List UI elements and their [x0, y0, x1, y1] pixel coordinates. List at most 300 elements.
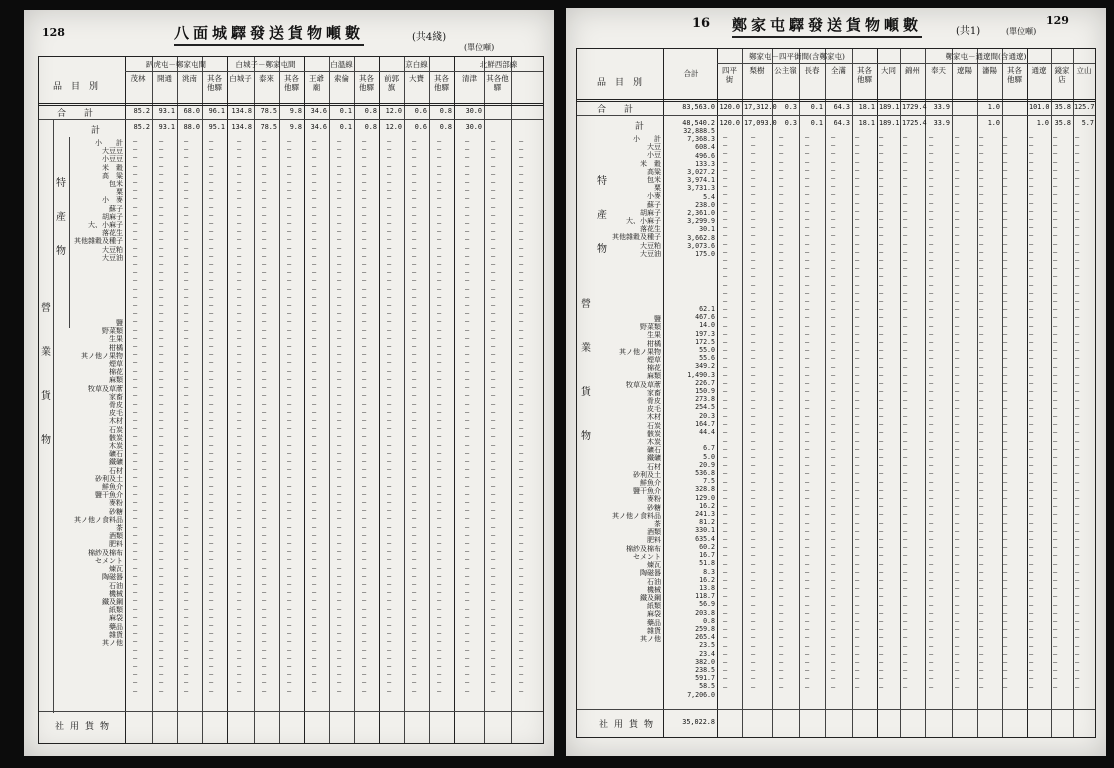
column-header: 其各他驛 — [857, 66, 872, 84]
row-label: 棉紗及棉布 — [626, 544, 661, 553]
row-label: 鮮魚介 — [102, 483, 123, 492]
row-label: 石材 — [647, 462, 661, 471]
row-label: 石材 — [109, 466, 123, 475]
row-label: 木炭 — [109, 442, 123, 451]
column-header: 公主嶺 — [774, 66, 797, 75]
group-header: 趴虎屯－鄭家屯間 — [146, 60, 206, 69]
subtotal-cell: 0.8 — [364, 123, 377, 131]
column-header: 其各他驛 — [1007, 66, 1022, 84]
row-label: 落花生 — [102, 229, 123, 238]
unit-label: (單位噸) — [464, 43, 495, 52]
row-label: 石炭 — [647, 421, 661, 430]
row-label: 鹽 — [654, 315, 661, 323]
subtotal-label: 計 — [635, 122, 645, 132]
row-label: 石油 — [647, 577, 661, 586]
subtotal-cell: 18.1 — [858, 119, 875, 127]
table-cell: 129.0 — [695, 493, 715, 502]
group-header: 京白線 — [405, 60, 428, 69]
total-cell: 120.0 — [719, 103, 740, 111]
table-cell: 23.4 — [699, 649, 715, 658]
total-column-header: 合計 — [683, 69, 699, 78]
category-special: 特產物 — [597, 176, 607, 255]
table-cell: 30.1 — [699, 225, 715, 234]
row-label: 麥粉 — [647, 495, 661, 504]
row-label: 小 麥 — [102, 196, 123, 205]
row-label: 包米 — [647, 176, 661, 185]
table-cell: 20.3 — [699, 411, 715, 420]
dash-column: — — — — — — — — — — — — — — — — — — — — — — — — — — — — — — — — — — — — — — — — — — — — — — — — — — — — — — — — — — — — — — — — — — — — — [337, 137, 342, 695]
dash-column: — — — — — — — — — — — — — — — — — — — — — — — — — — — — — — — — — — — — — — — — — — — — — — — — — — — — — — — — — — — — — — — — — — — — — [519, 137, 524, 695]
table-cell: 62.1 — [699, 305, 715, 313]
total-cell: 34.6 — [310, 107, 327, 115]
subtotal-cell: 88.0 — [183, 123, 200, 131]
column-header: 索倫 — [334, 74, 349, 83]
column-header: 其各他驛 — [284, 74, 299, 92]
subtotal-cell: 78.5 — [260, 123, 277, 131]
group-header: 鄭家屯－通遼間(含通遼) — [945, 52, 1027, 61]
column-header: 白城子 — [229, 74, 252, 83]
table-cell: 254.5 — [695, 403, 715, 412]
row-label: 鹽 — [116, 319, 123, 327]
subtotal-cell: 9.8 — [289, 123, 302, 131]
subtotal-cell: 134.8 — [231, 123, 252, 131]
table-cell: 55.0 — [699, 346, 715, 355]
page-mark: 16 — [692, 16, 711, 31]
row-label: 大豆油 — [102, 253, 123, 262]
total-cell: 0.3 — [784, 103, 797, 111]
row-label: セメント — [633, 552, 661, 561]
total-cell: 0.6 — [414, 107, 427, 115]
table-cell: 273.8 — [695, 395, 715, 404]
row-label: 骸炭 — [109, 433, 123, 442]
total-cell: 35.8 — [1054, 103, 1071, 111]
row-label: 家畜 — [109, 392, 123, 401]
row-label: 麻袋 — [647, 610, 661, 619]
row-label: 其ノ他 — [102, 638, 123, 647]
dash-column: — — — — — — — — — — — — — — — — — — — — — — — — — — — — — — — — — — — — — — — — — — — — — — — — — — — — — — — — — — — — — — — — — — — — — [831, 133, 836, 691]
column-header: 錢家店 — [1054, 66, 1070, 84]
table-cell: 51.8 — [699, 559, 715, 568]
subtotal-cell: 93.1 — [158, 123, 175, 131]
table-cell: 60.2 — [699, 542, 715, 551]
row-label: 酒類 — [647, 528, 661, 537]
row-label: 胡麻子 — [102, 212, 123, 221]
row-label: 大、小麻子 — [626, 217, 661, 226]
row-label: 鐵及鋼 — [640, 593, 661, 602]
column-header: 立山 — [1076, 66, 1092, 75]
dash-column: — — — — — — — — — — — — — — — — — — — — — — — — — — — — — — — — — — — — — — — — — — — — — — — — — — — — — — — — — — — — — — — — — — — — — [751, 133, 756, 691]
dash-column: — — — — — — — — — — — — — — — — — — — — — — — — — — — — — — — — — — — — — — — — — — — — — — — — — — — — — — — — — — — — — — — — — — — — — [855, 133, 860, 691]
row-label: 落花生 — [640, 225, 661, 234]
total-cell: 0.1 — [810, 103, 823, 111]
table-cell: 382.0 — [695, 657, 715, 666]
table-cell: 56.9 — [699, 600, 715, 609]
row-label: 礦石 — [109, 450, 123, 459]
special-row-labels — [611, 135, 661, 258]
table-cell: 536.8 — [695, 469, 715, 478]
data-table — [576, 48, 1096, 738]
row-label: 煙草 — [109, 360, 123, 369]
table-cell: 2,361.0 — [687, 209, 715, 218]
column-header: 通遼 — [1031, 66, 1047, 75]
row-label: 粟 — [654, 184, 661, 193]
sheet-count: (共4綫) — [412, 32, 447, 43]
row-label: 小 計 — [633, 135, 661, 143]
column-header: 瀋陽 — [982, 66, 997, 75]
row-label: 其ノ他ノ食料品 — [612, 511, 661, 520]
row-label: 紙類 — [647, 602, 661, 611]
page-number: 129 — [1046, 14, 1069, 27]
column-header: 其各他驛 — [207, 74, 222, 92]
table-cell: 150.9 — [695, 387, 715, 396]
total-cell: 68.0 — [183, 107, 200, 115]
sheet-count: (共1) — [956, 26, 981, 37]
row-label: 大豆粕 — [640, 241, 661, 250]
row-label: 骨皮 — [647, 397, 661, 406]
dash-column: — — — — — — — — — — — — — — — — — — — — — — — — — — — — — — — — — — — — — — — — — — — — — — — — — — — — — — — — — — — — — — — — — — — — — [1029, 133, 1034, 691]
row-label: 高粱 — [647, 167, 661, 176]
row-label: 家畜 — [647, 388, 661, 397]
row-label: 其ノ他 — [640, 634, 661, 643]
dash-column: — — — — — — — — — — — — — — — — — — — — — — — — — — — — — — — — — — — — — — — — — — — — — — — — — — — — — — — — — — — — — — — — — — — — — [209, 137, 214, 695]
item-header: 品 目 別 — [53, 82, 99, 92]
row-label: 蘇子 — [109, 204, 123, 213]
total-cell: 189.1 — [879, 103, 900, 111]
row-label: 高 粱 — [102, 171, 123, 180]
table-cell: 8.3 — [703, 567, 715, 576]
table-cell: 133.3 — [695, 159, 715, 168]
dash-column: — — — — — — — — — — — — — — — — — — — — — — — — — — — — — — — — — — — — — — — — — — — — — — — — — — — — — — — — — — — — — — — — — — — — — [262, 137, 267, 695]
dash-column: — — — — — — — — — — — — — — — — — — — — — — — — — — — — — — — — — — — — — — — — — — — — — — — — — — — — — — — — — — — — — — — — — — — — — [979, 133, 984, 691]
column-header: 遼陽 — [957, 66, 972, 75]
row-label: 紙類 — [109, 606, 123, 615]
dash-column: — — — — — — — — — — — — — — — — — — — — — — — — — — — — — — — — — — — — — — — — — — — — — — — — — — — — — — — — — — — — — — — — — — — — — [879, 133, 884, 691]
row-label: 雜貨 — [109, 630, 123, 639]
subtotal-cell: 5.7 — [1081, 119, 1094, 127]
table-cell: 3,299.9 — [687, 217, 715, 226]
total-cell: 30.0 — [465, 107, 482, 115]
right-page — [566, 8, 1106, 756]
row-label: 藥品 — [647, 618, 661, 627]
subtotal-cell: 48,540.2 — [682, 119, 715, 127]
dash-column: — — — — — — — — — — — — — — — — — — — — — — — — — — — — — — — — — — — — — — — — — — — — — — — — — — — — — — — — — — — — — — — — — — — — — [929, 133, 934, 691]
table-cell: 16.2 — [699, 575, 715, 584]
left-page — [24, 10, 554, 756]
row-label: 麥粉 — [109, 499, 123, 508]
table-cell: 467.6 — [695, 313, 715, 322]
subtotal-cell: 0.1 — [810, 119, 823, 127]
row-label: 包米 — [109, 180, 123, 189]
column-header: 全滿 — [831, 66, 846, 75]
total-cell: 18.1 — [858, 103, 875, 111]
row-label: 麻類 — [647, 372, 661, 381]
table-cell: 175.0 — [695, 250, 715, 259]
subtotal-cell: 1.0 — [987, 119, 1000, 127]
unit-label: (單位噸) — [1006, 27, 1037, 36]
table-cell: 5.0 — [703, 452, 715, 461]
row-label: 骨皮 — [109, 401, 123, 410]
table-cell: 172.5 — [695, 337, 715, 346]
page-title: 八面城驛發送貨物噸數 — [174, 22, 364, 46]
row-label: 肥料 — [109, 540, 123, 549]
row-label: 礦石 — [647, 446, 661, 455]
row-label: 肥料 — [647, 536, 661, 545]
table-cell: 13.8 — [699, 583, 715, 592]
row-label: 鹽干魚介 — [95, 491, 123, 500]
total-cell: 1729.4 — [902, 103, 927, 111]
general-total-column — [665, 305, 715, 699]
table-cell: 496.6 — [695, 151, 715, 160]
row-label: 小豆 — [647, 151, 661, 160]
dash-column: — — — — — — — — — — — — — — — — — — — — — — — — — — — — — — — — — — — — — — — — — — — — — — — — — — — — — — — — — — — — — — — — — — — — — [287, 137, 292, 695]
row-label: 煉瓦 — [647, 561, 661, 570]
row-label: 砂糖 — [109, 507, 123, 516]
row-label: 石油 — [109, 581, 123, 590]
table-cell: 197.3 — [695, 329, 715, 338]
dash-column: — — — — — — — — — — — — — — — — — — — — — — — — — — — — — — — — — — — — — — — — — — — — — — — — — — — — — — — — — — — — — — — — — — — — — [903, 133, 908, 691]
category-special: 特產物 — [56, 178, 66, 257]
table-cell: 20.9 — [699, 460, 715, 469]
row-label: 酒類 — [109, 532, 123, 541]
total-label: 合 計 — [597, 105, 634, 115]
column-header: 長春 — [804, 66, 820, 75]
subtotal-cell: 0.1 — [339, 123, 352, 131]
row-label: 骸炭 — [647, 429, 661, 438]
row-label: 牧草及草蓆 — [88, 384, 123, 393]
column-header: 洮南 — [182, 74, 197, 83]
special-total-column — [665, 127, 715, 258]
row-label: 大豆 — [647, 143, 661, 152]
table-cell: 1,490.3 — [687, 370, 715, 379]
total-cell: 78.5 — [260, 107, 277, 115]
row-label: 柑橘 — [647, 339, 661, 348]
row-label: 其ノ他ノ果物 — [81, 351, 123, 360]
subtotal-cell: 1.0 — [1036, 119, 1049, 127]
table-cell: 58.5 — [699, 682, 715, 691]
column-header: 泰來 — [259, 74, 274, 83]
table-cell — [665, 436, 715, 444]
table-cell: 14.0 — [699, 321, 715, 330]
table-cell: 265.4 — [695, 633, 715, 642]
row-label: 機械 — [109, 589, 123, 598]
subtotal-cell: 12.0 — [385, 123, 402, 131]
column-header: 四平街 — [722, 66, 737, 84]
row-label: 茶 — [116, 524, 123, 533]
row-label: 牧草及草蓆 — [626, 380, 661, 389]
row-label: 大豆油 — [640, 249, 661, 258]
dash-column: — — — — — — — — — — — — — — — — — — — — — — — — — — — — — — — — — — — — — — — — — — — — — — — — — — — — — — — — — — — — — — — — — — — — — [437, 137, 442, 695]
table-cell: 6.7 — [703, 444, 715, 453]
row-label: 其ノ他ノ食料品 — [74, 515, 123, 524]
row-label: 其ノ他ノ果物 — [619, 347, 661, 356]
row-label: 其他雜穀及種子 — [612, 233, 661, 242]
total-cell: 125.7 — [1074, 103, 1095, 111]
row-label: 大豆粕 — [102, 245, 123, 254]
row-label: 大豆豆 — [102, 147, 123, 156]
footer-label: 社用貨物 — [599, 720, 660, 730]
table-cell: 238.5 — [695, 665, 715, 674]
column-header: 錦州 — [905, 66, 920, 75]
dash-column: — — — — — — — — — — — — — — — — — — — — — — — — — — — — — — — — — — — — — — — — — — — — — — — — — — — — — — — — — — — — — — — — — — — — — [362, 137, 367, 695]
dash-column: — — — — — — — — — — — — — — — — — — — — — — — — — — — — — — — — — — — — — — — — — — — — — — — — — — — — — — — — — — — — — — — — — — — — — [387, 137, 392, 695]
row-label: 棉紗及棉布 — [88, 548, 123, 557]
row-label: 木炭 — [647, 438, 661, 447]
row-label: 胡麻子 — [640, 208, 661, 217]
dash-column: — — — — — — — — — — — — — — — — — — — — — — — — — — — — — — — — — — — — — — — — — — — — — — — — — — — — — — — — — — — — — — — — — — — — — [184, 137, 189, 695]
row-label: 鐵礦 — [109, 458, 123, 467]
row-label: 麻類 — [109, 376, 123, 385]
column-header: 開通 — [157, 74, 172, 83]
row-label: 生果 — [647, 331, 661, 340]
row-label: 鐵礦 — [647, 454, 661, 463]
group-header: 鄭家屯－四平街間(含鄭家屯) — [749, 52, 845, 61]
group-header: 北鮮西部線 — [479, 60, 518, 69]
row-label: 小豆豆 — [102, 155, 123, 164]
subtotal-cell: 189.1 — [879, 119, 900, 127]
row-label: 皮毛 — [647, 405, 661, 414]
total-cell: 33.9 — [933, 103, 950, 111]
dash-column: — — — — — — — — — — — — — — — — — — — — — — — — — — — — — — — — — — — — — — — — — — — — — — — — — — — — — — — — — — — — — — — — — — — — — [133, 137, 138, 695]
row-label: 小麥 — [647, 192, 661, 201]
row-label: 粟 — [116, 188, 123, 197]
total-cell: 64.3 — [833, 103, 850, 111]
table-cell: 259.8 — [695, 624, 715, 633]
subtotal-cell: 0.3 — [784, 119, 797, 127]
row-label: 茶 — [654, 520, 661, 529]
dash-column: — — — — — — — — — — — — — — — — — — — — — — — — — — — — — — — — — — — — — — — — — — — — — — — — — — — — — — — — — — — — — — — — — — — — — [779, 133, 784, 691]
table-cell: 203.8 — [695, 608, 715, 617]
table-cell: 164.7 — [695, 419, 715, 428]
table-cell: 608.4 — [695, 143, 715, 152]
table-body — [717, 133, 1095, 705]
data-table — [38, 56, 544, 744]
dash-column: — — — — — — — — — — — — — — — — — — — — — — — — — — — — — — — — — — — — — — — — — — — — — — — — — — — — — — — — — — — — — — — — — — — — — [159, 137, 164, 695]
subtotal-cell: 120.0 — [719, 119, 740, 127]
group-header: 白溫線 — [330, 60, 353, 69]
row-label: 米 穀 — [640, 159, 661, 168]
table-cell: 7,206.0 — [687, 690, 715, 699]
column-header: 其各他驛 — [359, 74, 374, 92]
column-header: 清津 — [462, 74, 477, 83]
total-cell: 12.0 — [385, 107, 402, 115]
dash-column: — — — — — — — — — — — — — — — — — — — — — — — — — — — — — — — — — — — — — — — — — — — — — — — — — — — — — — — — — — — — — — — — — — — — — [237, 137, 242, 695]
row-label: 大、小麻子 — [88, 221, 123, 230]
table-cell: 118.7 — [695, 592, 715, 601]
dash-column: — — — — — — — — — — — — — — — — — — — — — — — — — — — — — — — — — — — — — — — — — — — — — — — — — — — — — — — — — — — — — — — — — — — — — [1003, 133, 1008, 691]
column-header: 大同 — [881, 66, 896, 75]
row-label: 棉花 — [647, 364, 661, 373]
total-cell: 9.8 — [289, 107, 302, 115]
total-cell: 0.1 — [339, 107, 352, 115]
dash-column: — — — — — — — — — — — — — — — — — — — — — — — — — — — — — — — — — — — — — — — — — — — — — — — — — — — — — — — — — — — — — — — — — — — — — [955, 133, 960, 691]
group-header: 白城子－鄭家屯間 — [235, 60, 296, 69]
table-cell: 591.7 — [695, 674, 715, 683]
row-label: 機械 — [647, 585, 661, 594]
table-cell: 5.4 — [703, 192, 715, 201]
total-cell: 83,563.0 — [682, 103, 715, 111]
table-cell: 3,027.2 — [687, 168, 715, 177]
row-label: 米 穀 — [102, 163, 123, 172]
row-label: 鮮魚介 — [640, 479, 661, 488]
row-label: セメント — [95, 556, 123, 565]
subtotal-cell: 1725.4 — [902, 119, 927, 127]
table-cell: 23.5 — [699, 641, 715, 650]
row-label: 生果 — [109, 335, 123, 344]
column-header: 大賚 — [409, 74, 424, 83]
category-main: 營業貨物 — [41, 303, 51, 446]
row-label: 砂糖 — [647, 503, 661, 512]
column-header: 奉天 — [931, 66, 946, 75]
table-cell: 330.1 — [695, 526, 715, 535]
table-cell: 3,073.6 — [687, 241, 715, 250]
column-header: 其各他驛 — [434, 74, 449, 92]
row-label: 陶磁器 — [102, 573, 123, 582]
subtotal-cell: 30.0 — [465, 123, 482, 131]
table-cell: 44.4 — [699, 428, 715, 437]
table-cell: 0.8 — [703, 616, 715, 625]
dash-column: — — — — — — — — — — — — — — — — — — — — — — — — — — — — — — — — — — — — — — — — — — — — — — — — — — — — — — — — — — — — — — — — — — — — — [723, 133, 728, 691]
total-cell: 17,312.0 — [744, 103, 777, 111]
row-label: 雜貨 — [647, 626, 661, 635]
row-label: 蘇子 — [647, 200, 661, 209]
general-row-labels — [597, 315, 661, 643]
subtotal-cell: 95.1 — [208, 123, 225, 131]
row-label: 煙草 — [647, 356, 661, 365]
column-header: 梨樹 — [749, 66, 765, 75]
row-label: 藥品 — [109, 622, 123, 631]
row-label: 鹽干魚介 — [633, 487, 661, 496]
column-header: 茂林 — [130, 74, 146, 83]
subtotal-cell: 85.2 — [133, 123, 150, 131]
row-label: 鐵及鋼 — [102, 597, 123, 606]
row-label: 野菜類 — [102, 327, 123, 336]
row-label: 石炭 — [109, 425, 123, 434]
dash-column: — — — — — — — — — — — — — — — — — — — — — — — — — — — — — — — — — — — — — — — — — — — — — — — — — — — — — — — — — — — — — — — — — — — — — [312, 137, 317, 695]
row-label: 砂利及土 — [95, 474, 123, 483]
row-label: 野菜類 — [640, 323, 661, 332]
subtotal-cell: 17,093.0 — [744, 119, 777, 127]
dash-column: — — — — — — — — — — — — — — — — — — — — — — — — — — — — — — — — — — — — — — — — — — — — — — — — — — — — — — — — — — — — — — — — — — — — — [1053, 133, 1058, 691]
table-cell: 349.2 — [695, 362, 715, 371]
total-cell: 96.1 — [208, 107, 225, 115]
dash-column: — — — — — — — — — — — — — — — — — — — — — — — — — — — — — — — — — — — — — — — — — — — — — — — — — — — — — — — — — — — — — — — — — — — — — [491, 137, 496, 695]
row-label: 小 計 — [95, 139, 123, 147]
subtotal-cell: 33.9 — [933, 119, 950, 127]
table-cell: 328.8 — [695, 485, 715, 494]
row-label: 其他雜穀及種子 — [74, 237, 123, 246]
row-label: 陶磁器 — [640, 569, 661, 578]
subtotal-cell: 0.8 — [439, 123, 452, 131]
total-cell: 134.8 — [231, 107, 252, 115]
footer-total-cell: 35,022.8 — [682, 718, 715, 726]
table-cell: 3,662.8 — [687, 233, 715, 242]
dash-column: — — — — — — — — — — — — — — — — — — — — — — — — — — — — — — — — — — — — — — — — — — — — — — — — — — — — — — — — — — — — — — — — — — — — — [805, 133, 810, 691]
table-cell: 241.3 — [695, 510, 715, 519]
subtotal-cell: 35.8 — [1054, 119, 1071, 127]
total-cell: 1.0 — [987, 103, 1000, 111]
table-cell: 3,731.3 — [687, 184, 715, 193]
dash-column: — — — — — — — — — — — — — — — — — — — — — — — — — — — — — — — — — — — — — — — — — — — — — — — — — — — — — — — — — — — — — — — — — — — — — [1075, 133, 1080, 691]
page-number: 128 — [42, 26, 65, 39]
total-cell: 93.1 — [158, 107, 175, 115]
table-body — [125, 137, 543, 707]
total-cell: 101.0 — [1029, 103, 1050, 111]
total-cell: 85.2 — [133, 107, 150, 115]
subtotal-cell: 64.3 — [833, 119, 850, 127]
table-cell: 81.2 — [699, 518, 715, 527]
row-label: 棉花 — [109, 368, 123, 377]
total-label: 合 計 — [57, 109, 94, 119]
